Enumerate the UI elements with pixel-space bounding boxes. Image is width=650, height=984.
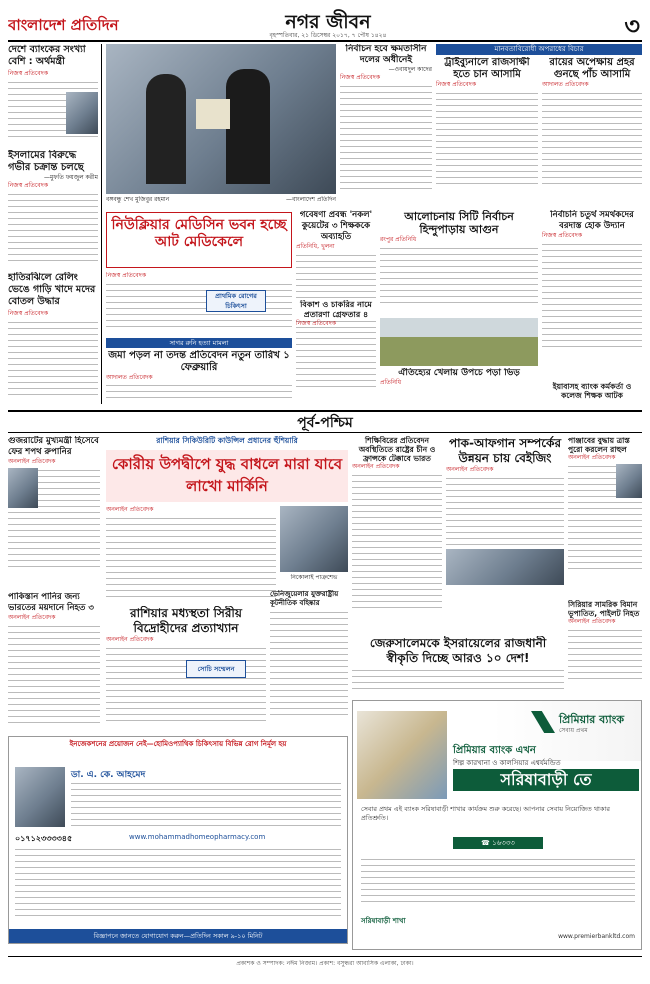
byline: নিজস্ব প্রতিবেদক [542, 232, 583, 239]
ad-line1: প্রিমিয়ার ব্যাংক এখন [453, 745, 536, 756]
body-text [106, 646, 266, 726]
page-number: ৩ [624, 12, 640, 40]
story-islam [8, 150, 98, 268]
headline: ট্রাইব্যুনালে রাজসাক্ষী হতে চান আসামি [444, 57, 530, 80]
homeo-body [71, 781, 341, 827]
byline: নিজস্ব প্রতিবেদক [8, 70, 49, 77]
headline: পাঞ্জাবের বুদ্ধায় ত্রাস্ত পুরো করলেন রাহুল [568, 436, 630, 454]
bank-website[interactable]: www.premierbankltd.com [558, 933, 635, 940]
russia-photo [280, 506, 348, 572]
story-rahul [568, 436, 642, 596]
russia-photo-caption: নিকোলাই পাত্রুশেভ [290, 574, 338, 581]
byline: অনলাইন প্রতিবেদক [106, 636, 154, 643]
body-text [380, 246, 538, 306]
body-text [568, 628, 642, 684]
body-text [106, 383, 292, 399]
column-rule [101, 44, 102, 404]
story-election [340, 44, 432, 208]
byline: অনলাইন প্রতিবেদক [8, 614, 56, 621]
phone-icon: ☎ [481, 839, 490, 847]
body-text [8, 320, 98, 400]
premier-bank-ad[interactable] [352, 700, 642, 950]
headline: গবেষণা প্রবন্ধ 'নকল' কুয়েটের ৩ শিক্ষককে অব্যাহতি [299, 210, 373, 242]
headline: ইসলামের বিরুদ্ধে গভীর চক্রান্ত চলছে [8, 150, 84, 173]
tribunal-tag: মানবতাবিরোধী অপরাধের বিচার [436, 44, 642, 55]
story-syria-plane [568, 600, 642, 696]
byline: অনলাইন প্রতিবেদক [352, 463, 400, 470]
footer-rule [8, 956, 642, 957]
body-text [446, 476, 564, 546]
ad-fine-print [361, 857, 635, 907]
headline: রাশিয়ার মধ্যস্থতা সিরীয় বিদ্রোহীদের প্রত্যাখ্যান [130, 606, 242, 635]
page-date: বৃহস্পতিবার, ২১ ডিসেম্বর ২০১৭, ৭ পৌষ ১৪২৪ [269, 32, 387, 39]
sagar-tag: সাগর রুনি হত্যা মামলা [106, 338, 292, 348]
byline: আদালত প্রতিবেদক [106, 374, 153, 381]
body-text [542, 91, 642, 187]
byline: অনলাইন প্রতিবেদক [568, 618, 616, 625]
homeo-banner: বিজ্ঞাপনে জানতে যোগাযোগ করুন—প্রতিদিন সকাল ৯-১০ মিনিট [9, 929, 347, 943]
branch-label: সরিষাবাড়ী শাখা [361, 917, 406, 925]
photo-bank [66, 92, 98, 134]
homeo-ad[interactable] [8, 736, 348, 944]
byline: নিজস্ব প্রতিবেদক [296, 320, 337, 327]
bank-tagline: সেবায় প্রথম [559, 727, 588, 734]
story-tribunal-1 [436, 57, 538, 207]
story-modi [8, 436, 100, 588]
headline: নির্বাচনি চতুর্থ সমর্থকদের বরদাস্ত হোক উদ্যান [550, 210, 634, 231]
headline: গুজরাটের মুখ্যমন্ত্রী হিসেবে ফের শপথ রুপানির [8, 436, 99, 457]
footer-imprint: প্রকাশক ও সম্পাদক: নঈম নিজাম। প্রকাশ: বসুন্ধরা আবাসিক এলাকা, ঢাকা। [236, 960, 414, 967]
byline: রংপুর প্রতিনিধি [380, 236, 417, 243]
byline: আদালত প্রতিবেদক [542, 81, 589, 88]
byline: অনলাইন প্রতিবেদক [568, 454, 616, 461]
byline: নিজস্ব প্রতিবেদক [106, 272, 147, 279]
headline: ঐতিহ্যের খেলায় উপচে পড়া ভিড় [398, 368, 520, 378]
ad-body: সেবার প্রথম এই ব্যাংক সরিষাবাড়ী শাখার কার্যক্রম শুরু করেছে। আপনার সেবায় নিয়োজিত থাকার প্রতিশ্রুতি। [361, 805, 610, 822]
modi-photo [8, 468, 38, 508]
headline: কোরীয় উপদ্বীপে যুদ্ধ বাধলে মারা যাবে লাখো মার্কিনি [111, 455, 343, 495]
story-bank-staff [542, 382, 642, 406]
hotline[interactable]: ☎ ১৬৩৩৩ [453, 837, 543, 849]
byline: অনলাইন প্রতিবেদক [106, 506, 154, 513]
masthead-rule [8, 40, 642, 42]
headline: রায়ের অপেক্ষায় প্রহর গুনছে পাঁচ আসামি [549, 57, 635, 80]
story-sagar [106, 350, 292, 406]
body-text [8, 192, 98, 264]
headline: সিরিয়ার সামরিক বিমান ভূপাতিত, পাইলট নিহত [568, 600, 640, 618]
byline: প্রতিনিধি [380, 379, 402, 386]
headline: জেরুসালেমকে ইসরায়েলের রাজধানী স্বীকৃতি দিচ্ছে আরও ১০ দেশ! [369, 636, 547, 665]
body-text [296, 330, 376, 392]
body-text [340, 84, 432, 194]
byline: নিজস্ব প্রতিবেদক [8, 182, 49, 189]
headline: শিক্ষিবিরের প্রতিবেদন অবস্থিতিতে রাষ্ট্রের চীন ও ফ্রান্সকে টেক্কাবে ভারত [358, 436, 436, 463]
story-venezuela [270, 590, 348, 732]
story-unesco [352, 436, 442, 632]
byline: অনলাইন প্রতিবেদক [8, 458, 56, 465]
story-pak-afghan [446, 436, 564, 596]
story-nuclear [106, 212, 292, 268]
homeo-website[interactable]: www.mohammadhomeopharmacy.com [129, 833, 266, 841]
body-text [352, 668, 564, 690]
photo-caption [106, 196, 336, 206]
story-railing [8, 272, 98, 402]
headline: পাক-আফগান সম্পর্কের উন্নয়ন চায় বেইজিং [448, 436, 562, 465]
crowd-photo [380, 318, 538, 366]
story-crowd [380, 368, 538, 406]
byline: প্রতিনিধি, খুলনা [296, 243, 335, 250]
homeo-phone[interactable]: ০১৭১২৩৩৩৩৪৫ [15, 834, 73, 843]
section-rule-bottom [8, 432, 642, 433]
headline: নিউক্লিয়ার মেডিসিন ভবন হচ্ছে আট মেডিকেলে [111, 217, 287, 250]
doctor-name: ডা. এ. কে. আহমেদ [71, 770, 146, 780]
sub-headline: —ওবায়দুল কাদের [388, 66, 432, 73]
story-pakistan [8, 592, 100, 732]
headline: আলোচনায় সিটি নির্বাচন হিন্দুপাড়ায় আগুন [404, 210, 514, 236]
byline: নিজস্ব প্রতিবেদক [8, 310, 49, 317]
byline: নিজস্ব প্রতিবেদক [436, 81, 477, 88]
body-text [542, 242, 642, 352]
sub-headline: —মুফতি ফয়জুল করীম [43, 174, 98, 181]
body-text [270, 610, 348, 720]
headline: নির্বাচন হবে ক্ষমতাসীন দলের অধীনেই [345, 44, 427, 65]
byline: নিজস্ব প্রতিবেদক [340, 74, 381, 81]
ad-line2: শিল্প কারখানা ও কালসিয়ার এশ্বর্যমন্ডিত [453, 759, 561, 767]
story-tribunal-2 [542, 57, 642, 207]
story-fire [380, 210, 538, 316]
bank-name: প্রিমিয়ার ব্যাংক [559, 713, 625, 726]
pak-afghan-photo [446, 549, 564, 585]
byline: অনলাইন প্রতিবেদক [446, 466, 494, 473]
body-text [8, 624, 100, 724]
headline: ভেনিজুয়েলার যুক্তরাষ্ট্রীয় কূটনীতিক বহিষ্কার [270, 590, 339, 607]
body-text [352, 473, 442, 613]
cancer-tag: প্রাথমিক রোগের চিকিৎসা [206, 290, 266, 312]
russia-kicker: রাশিয়ার সিকিউরিটি কাউন্সিল প্রধানের হুঁশিয়ারি [156, 436, 298, 445]
paper-name: বাংলাদেশ প্রতিদিন [8, 16, 119, 34]
story-jerusalem [352, 636, 564, 696]
story-nirbachon [542, 210, 642, 380]
body-text [106, 516, 276, 598]
caption-text: বঙ্গবন্ধু শেখ মুজিবুর রহমান [106, 196, 170, 203]
doctor-photo [15, 767, 65, 827]
caption-credit: —বাংলাদেশ প্রতিদিন [285, 196, 336, 203]
headline: বিকাশ ও চাকরির নামে প্রতারণা গ্রেফতার ৪ [296, 300, 376, 320]
ad-photo [357, 711, 447, 799]
headline: ইয়াবাসহ ব্যাংক কর্মকর্তা ও কলেজ শিক্ষক আটক [552, 382, 632, 400]
lead-photo [106, 44, 336, 194]
story-korea [106, 450, 348, 502]
syria-quote-box: সোচি সম্মেলন [186, 660, 246, 678]
story-fraud [296, 300, 376, 406]
section-title: নগর জীবন [285, 11, 371, 33]
rahul-photo [616, 464, 642, 498]
section-heading-east-west: পূর্ব-পশ্চিম [297, 415, 353, 431]
homeo-headline: ইনজেকশনের প্রয়োজন নেই—হোমিওপ্যাথিক চিকিৎসায় বিভিন্ন রোগ নির্মূল হয় [69, 740, 287, 748]
homeo-fine-print [15, 847, 341, 917]
headline: দেশে ব্যাংকের সংখ্যা বেশি : অর্থমন্ত্রী [8, 44, 86, 67]
body-text [436, 91, 538, 187]
headline: জমা পড়ল না তদন্ত প্রতিবেদন নতুন তারিখ ১ ফেব্রুয়ারি [108, 350, 290, 373]
ad-branch: সরিষাবাড়ী তে [453, 769, 639, 791]
masthead [8, 8, 642, 40]
headline: পাকিস্তান পানির জন্য ভারতের ময়দানে নিহত ৩ [8, 592, 94, 613]
headline: হাতিরঝিলে রেলিং ভেঙে গাড়ি খাদে মদের বোতল উদ্ধার [8, 272, 96, 307]
